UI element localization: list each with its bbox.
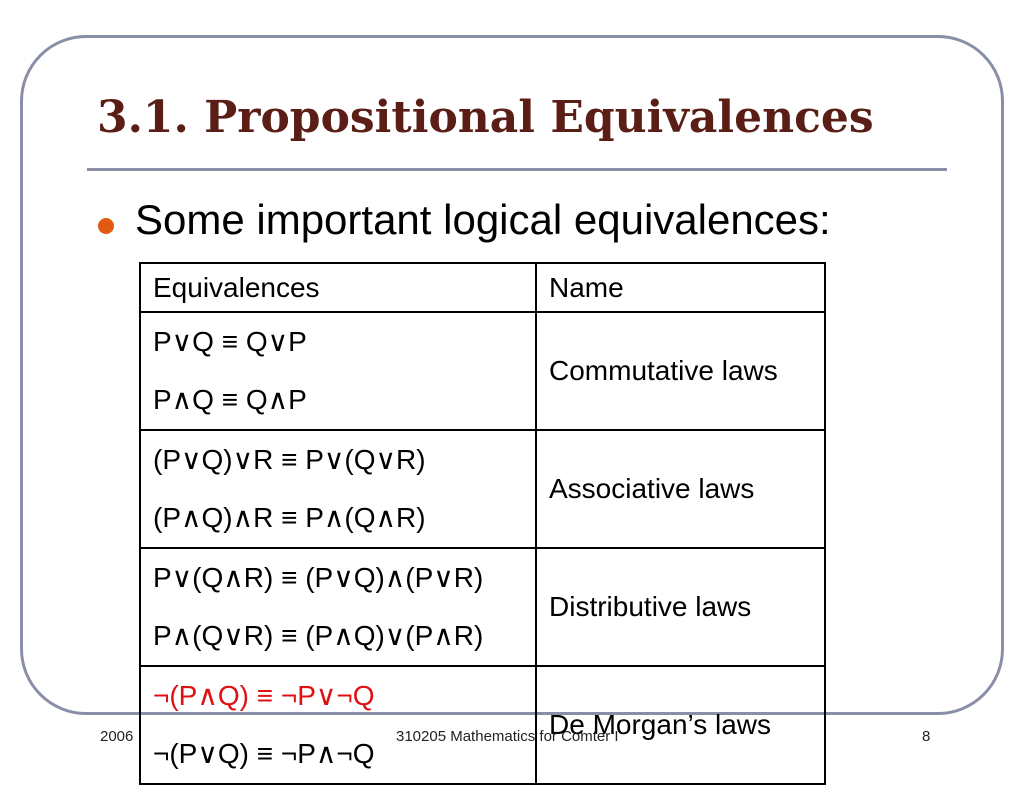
table-row (140, 430, 825, 548)
equivalence-line-highlighted: ¬(P∧Q) ≡ ¬P∨¬Q (153, 680, 375, 711)
law-name-cell: Associative laws (536, 430, 825, 548)
law-name-cell: Distributive laws (536, 548, 825, 666)
equivalence-line: (P∧Q)∧R ≡ P∧(Q∧R) (153, 502, 426, 533)
equivalence-line: P∧(Q∨R) ≡ (P∧Q)∨(P∧R) (153, 620, 484, 651)
bullet-text: Some important logical equivalences: (135, 196, 831, 243)
equivalence-line: (P∨Q)∨R ≡ P∨(Q∨R) (153, 444, 426, 475)
header-name: Name (536, 263, 825, 312)
table-header-row (140, 263, 825, 312)
law-name-cell: De Morgan’s laws (536, 666, 825, 784)
title-divider (87, 168, 947, 171)
equivalences-table (139, 262, 826, 785)
equivalence-line: P∧Q ≡ Q∧P (153, 384, 307, 415)
slide-title: 3.1. Propositional Equivalences (97, 92, 874, 143)
header-equivalences: Equivalences (140, 263, 536, 312)
bullet-dot-icon (98, 218, 114, 234)
table-row (140, 548, 825, 666)
equivalence-cell (140, 666, 536, 784)
table-row (140, 312, 825, 430)
equivalence-line: ¬(P∨Q) ≡ ¬P∧¬Q (153, 738, 375, 769)
equivalence-line: P∨(Q∧R) ≡ (P∨Q)∧(P∨R) (153, 562, 484, 593)
footer-course: 310205 Mathematics for Comter I (396, 728, 619, 745)
footer-date: 2006 (100, 728, 134, 745)
law-name-cell: Commutative laws (536, 312, 825, 430)
equivalence-line: P∨Q ≡ Q∨P (153, 326, 307, 357)
equivalence-cell (140, 312, 536, 430)
equivalence-cell (140, 548, 536, 666)
table-row (140, 666, 825, 784)
footer-page-number: 8 (922, 728, 931, 745)
equivalence-cell (140, 430, 536, 548)
